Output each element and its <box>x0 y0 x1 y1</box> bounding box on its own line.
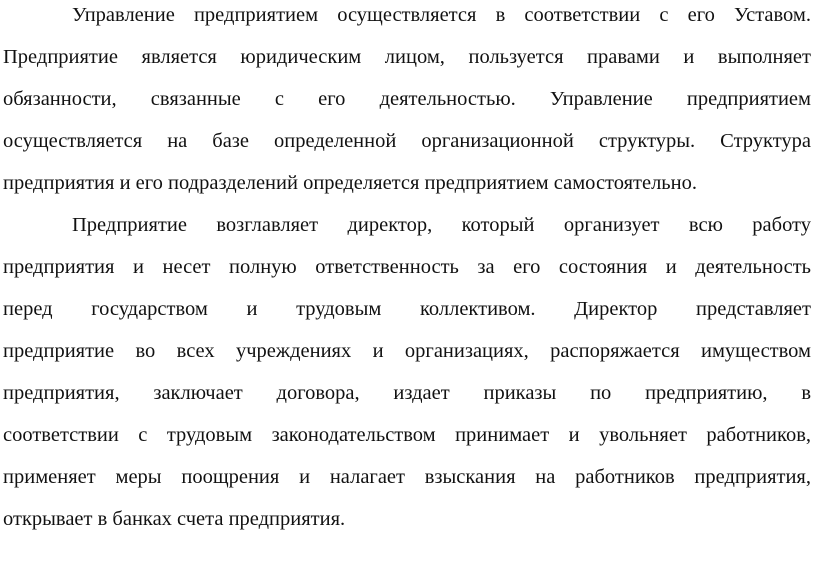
paragraph-2-line-3: перед государством и трудовым коллективом. Директор представляет <box>3 298 811 320</box>
paragraph-2-line-1: Предприятие возглавляет директор, который организует всю работу <box>72 214 811 236</box>
paragraph-2-line-4: предприятие во всех учреждениях и организациях, распоряжается имуществом <box>3 340 811 362</box>
paragraph-1-line-2: Предприятие является юридическим лицом, пользуется правами и выполняет <box>3 46 811 68</box>
paragraph-1-line-1: Управление предприятием осуществляется в соответствии с его Уставом. <box>72 4 811 26</box>
paragraph-2-line-7: применяет меры поощрения и налагает взыскания на работников предприятия, <box>3 466 811 488</box>
paragraph-2-line-2: предприятия и несет полную ответственность за его состояния и деятельность <box>3 256 811 278</box>
paragraph-2-line-8: открывает в банках счета предприятия. <box>3 508 346 530</box>
paragraph-2-line-6: соответствии с трудовым законодательством принимает и увольняет работников, <box>3 424 811 446</box>
paragraph-1-line-5: предприятия и его подразделений определяется предприятием самостоятельно. <box>3 172 697 194</box>
paragraph-1-line-3: обязанности, связанные с его деятельностью. Управление предприятием <box>3 88 811 110</box>
paragraph-1-line-4: осуществляется на базе определенной организационной структуры. Структура <box>3 130 811 152</box>
paragraph-2-line-5: предприятия, заключает договора, издает приказы по предприятию, в <box>3 382 811 404</box>
